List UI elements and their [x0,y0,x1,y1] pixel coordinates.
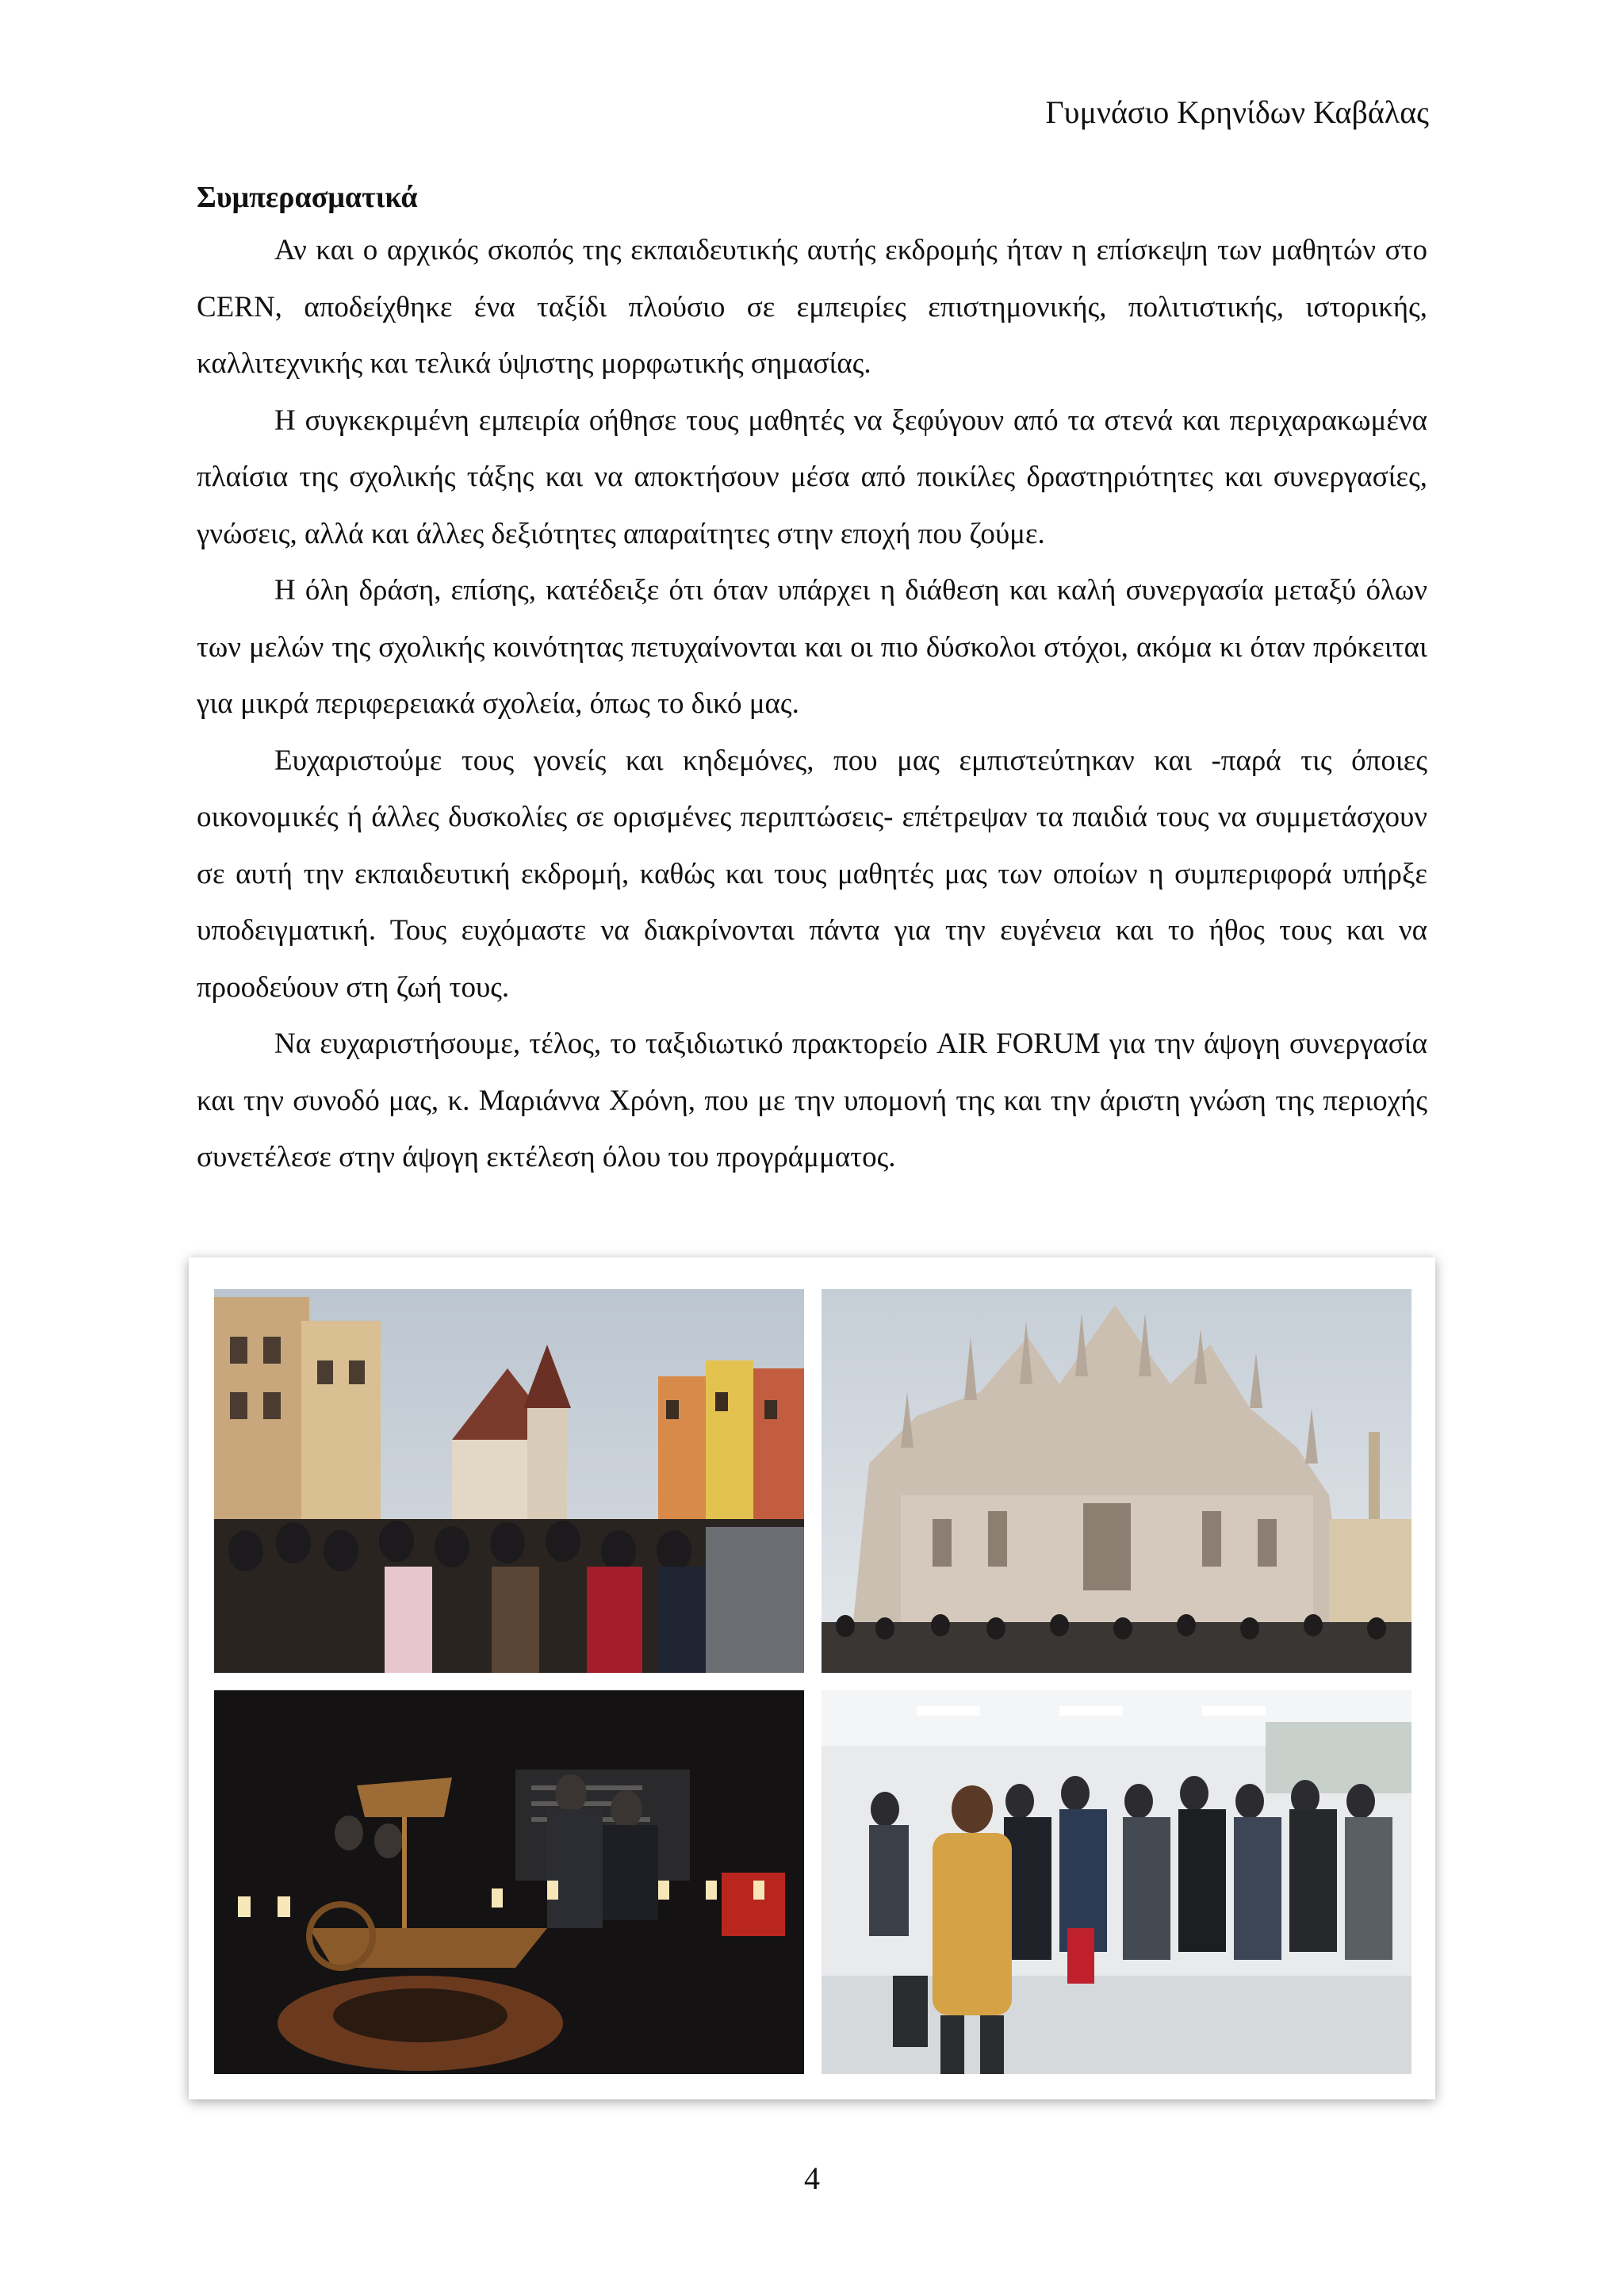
running-header: Γυμνάσιο Κρηνίδων Καβάλας [1045,94,1429,130]
photo-group-old-town [214,1289,804,1673]
section-title: Συμπερασματικά [197,181,418,214]
photo-museum-exhibit [214,1690,804,2074]
page-number: 4 [804,2160,820,2196]
photo-airport-group [822,1690,1411,2074]
paragraph-5: Να ευχαριστήσουμε, τέλος, το ταξιδιωτικό πρακτορείο AIR FORUM για την άψογη συνεργασία και την συνοδό μας, κ. Μαριάννα Χρόνη, που με την υπομονή της και την άριστη γνώση της περιοχής συνετέλεσε στην άψογη εκτέλεση όλου του προγράμματος. [197,1027,1427,1173]
photo-collage [189,1257,1435,2099]
paragraph-3: Η όλη δράση, επίσης, κατέδειξε ότι όταν υπάρχει η διάθεση και καλή συνεργασία μεταξύ όλων των μελών της σχολικής κοινότητας πετυχαίνονται και οι πιο δύσκολοι στόχοι, ακόμα κι όταν πρόκειται για μικρά περιφερειακά σχολεία, όπως το δικό μας. [197,574,1427,720]
paragraph-4: Ευχαριστούμε τους γονείς και κηδεμόνες, που μας εμπιστεύτηκαν και -παρά τις όποιες οικονομικές ή άλλες δυσκολίες σε ορισμένες περιπτώσεις- επέτρεψαν τα παιδιά τους να συμμετάσχουν σε αυτή την εκπαιδευτική εκδρομή, καθώς και τους μαθητές μας των οποίων η συμπεριφορά υπήρξε υποδειγματική. Τους ευχόμαστε να διακρίνονται πάντα για την ευγένεια και το ήθος τους και να προοδεύουν στη ζωή τους. [197,744,1427,1004]
photo-cathedral [822,1289,1411,1673]
paragraph-1: Αν και ο αρχικός σκοπός της εκπαιδευτικής αυτής εκδρομής ήταν η επίσκεψη των μαθητών στο CERN, αποδείχθηκε ένα ταξίδι πλούσιο σε εμπειρίες επιστημονικής, πολιτιστικής, ιστορικής, καλλιτεχνικής και τελικά ύψιστης μορφωτικής σημασίας. [197,234,1427,380]
page-body [197,173,1427,1186]
paragraph-2: Η συγκεκριμένη εμπειρία οήθησε τους μαθητές να ξεφύγουν από τα στενά και περιχαρακωμένα πλαίσια της σχολικής τάξης και να αποκτήσουν μέσα από ποικίλες δραστηριότητες και συνεργασίες, γνώσεις, αλλά και άλλες δεξιότητες απαραίτητες στην εποχή που ζούμε. [197,404,1427,550]
